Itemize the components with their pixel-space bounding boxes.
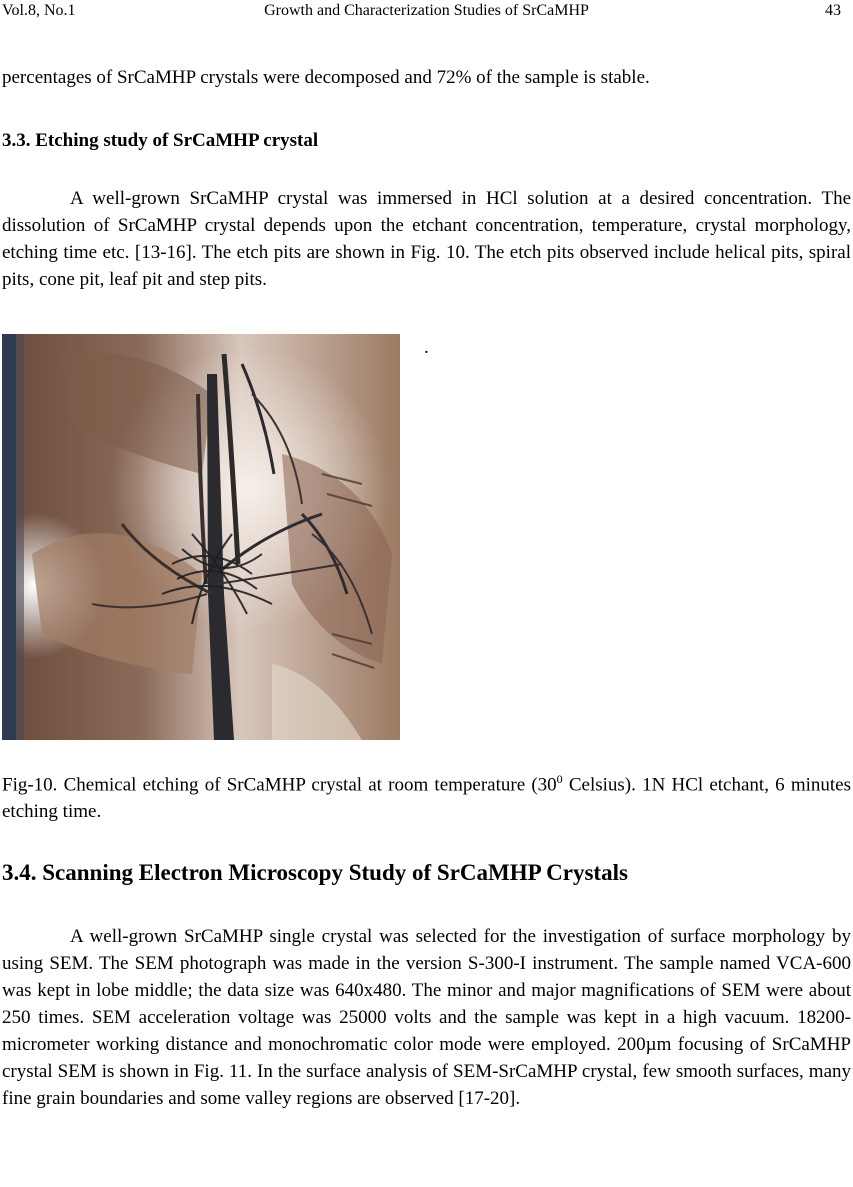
intro-paragraph: percentages of SrCaMHP crystals were decomposed and 72% of the sample is stable. [2, 67, 650, 88]
running-header [0, 0, 853, 24]
stray-period: . [424, 337, 429, 358]
caption-text-end: Celsius). 1N HCl etchant, 6 minutes etching time. [2, 774, 851, 823]
page-number: 43 [825, 2, 841, 19]
figure-10-etch-pit-photo [2, 334, 400, 740]
section-3-4-body: A well-grown SrCaMHP single crystal was selected for the investigation of surface morphology by using SEM. The SEM photograph was made in the version S-300-I instrument. The sample named VCA-600 was kept in lobe middle; the data size was 640x480. The minor and major magnifications of SEM were about 250 times. SEM acceleration voltage was 25000 volts and the sample was kept in a high vacuum. 18200-micrometer working distance and monochromatic color mode were employed. 200µm focusing of SrCaMHP crystal SEM is shown in Fig. 11. In the surface analysis of SEM-SrCaMHP crystal, few smooth surfaces, many fine grain boundaries and some valley regions are observed [17-20]. [2, 926, 851, 1109]
figure-10-caption [2, 766, 851, 825]
section-3-4-heading: 3.4. Scanning Electron Microscopy Study of SrCaMHP Crystals [2, 860, 628, 885]
caption-text-start: Fig-10. Chemical etching of SrCaMHP crystal at room temperature (30 [2, 774, 557, 796]
caption-superscript: 0 [556, 772, 563, 786]
section-3-3-heading: 3.3. Etching study of SrCaMHP crystal [2, 130, 319, 151]
section-3-3-body: A well-grown SrCaMHP crystal was immersed in HCl solution at a desired concentration. The dissolution of SrCaMHP crystal depends upon the etchant concentration, temperature, crystal morphology, etching time etc. [13-16]. The etch pits are shown in Fig. 10. The etch pits observed include helical pits, spiral pits, cone pit, leaf pit and step pits. [2, 188, 851, 290]
journal-volume: Vol.8, No.1 [2, 2, 76, 19]
running-title: Growth and Characterization Studies of SrCaMHP [264, 2, 589, 19]
